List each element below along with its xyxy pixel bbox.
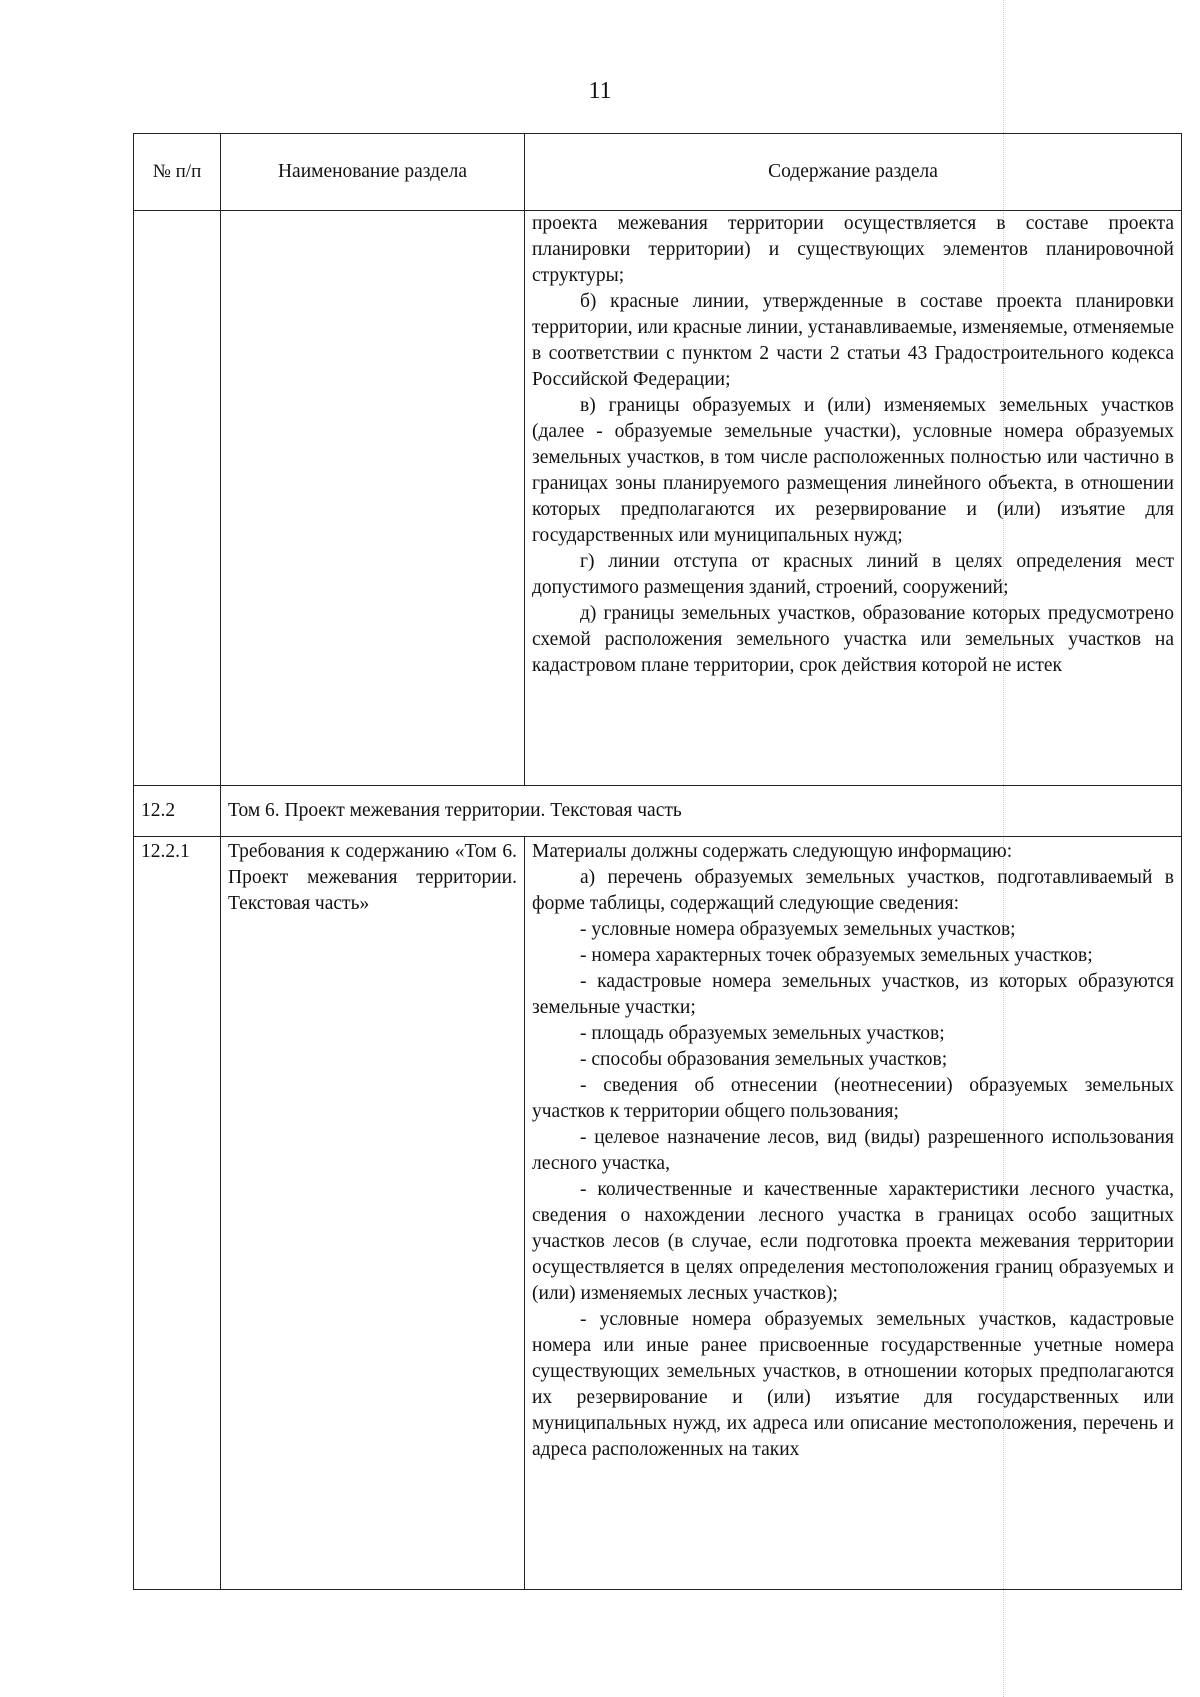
content-paragraph: б) красные линии, утвержденные в составе проекта планировки территории, или красные линии, устанавливаемые, изменяемые, отменяемые в соответствии с пунктом 2 части 2 статьи 43 Градостроительного кодекса Российской Федерации; [532,291,1174,390]
content-paragraph: - кадастровые номера земельных участков, из которых образуются земельные участки; [532,971,1174,1018]
requirements-table [133,133,1182,1590]
subsection-number: 12.2.1 [134,837,221,1590]
content-paragraph: проекта межевания территории осуществляется в составе проекта планировки территории) и существующих элементов планировочной структуры; [532,213,1174,286]
content-paragraph: г) линии отступа от красных линий в целях определения мест допустимого размещения зданий, строений, сооружений; [532,551,1174,598]
table-row-subsection [134,837,1182,1590]
content-paragraph: - условные номера образуемых земельных участков, кадастровые номера или иные ранее присвоенные государственные учетные номера существующих земельных участков, в отношении которых предполагаются их резервирование и (или) изъятие для государственных или муниципальных нужд, их адреса или описание местоположения, перечень и адреса расположенных на таких [532,1309,1174,1460]
content-paragraph: в) границы образуемых и (или) изменяемых земельных участков (далее - образуемые земельные участки), условные номера образуемых земельных участков, в том числе расположенных полностью или частично в границах зоны планируемого размещения линейного объекта, в отношении которых предполагаются их резервирование и (или) изъятие для государственных или муниципальных нужд; [532,395,1174,546]
header-content: Содержание раздела [525,134,1182,211]
header-name: Наименование раздела [221,134,525,211]
table-row-continuation [134,211,1182,786]
section-number: 12.2 [134,786,221,837]
section-title: Том 6. Проект межевания территории. Текстовая часть [221,786,1182,837]
table-row-section [134,786,1182,837]
continuation-number [134,211,221,786]
content-paragraph: Материалы должны содержать следующую информацию: [532,841,1013,862]
content-paragraph: - количественные и качественные характеристики лесного участка, сведения о нахождении лесного участка в границах особо защитных участков лесов (в случае, если подготовка проекта межевания территории осуществляется в целях определения местоположения границ образуемых и (или) изменяемых лесных участков); [532,1179,1174,1304]
content-paragraph: - площадь образуемых земельных участков; [580,1023,945,1044]
continuation-name [221,211,525,786]
content-paragraph: - номера характерных точек образуемых земельных участков; [580,945,1093,966]
content-paragraph: д) границы земельных участков, образование которых предусмотрено схемой расположения земельного участка или земельных участков на кадастровом плане территории, срок действия которой не истек [532,603,1174,676]
content-paragraph: а) перечень образуемых земельных участков, подготавливаемый в форме таблицы, содержащий следующие сведения: [532,867,1174,914]
continuation-content [525,211,1182,786]
header-number: № п/п [134,134,221,211]
content-paragraph: - условные номера образуемых земельных участков; [580,919,1016,940]
subsection-content [525,837,1182,1590]
subsection-name: Требования к содержанию «Том 6. Проект межевания территории. Текстовая часть» [221,837,525,1590]
content-paragraph: - сведения об отнесении (неотнесении) образуемых земельных участков к территории общего пользования; [532,1075,1174,1122]
content-paragraph: - целевое назначение лесов, вид (виды) разрешенного использования лесного участка, [532,1127,1174,1174]
page-number: 11 [588,78,612,104]
content-paragraph: - способы образования земельных участков; [580,1049,948,1070]
table-header-row [134,134,1182,211]
